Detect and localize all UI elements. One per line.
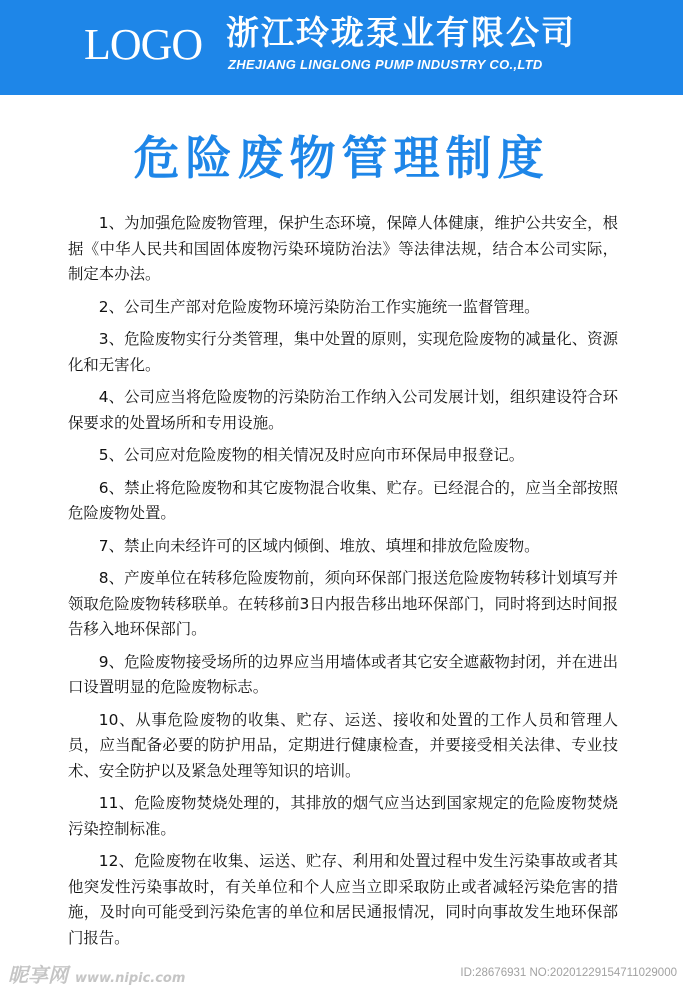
company-name-en: ZHEJIANG LINGLONG PUMP INDUSTRY CO.,LTD	[228, 57, 543, 72]
regulation-item-9: 9、危险废物接受场所的边界应当用墙体或者其它安全遮蔽物封闭，并在进出口设置明显的危险废物标志。	[68, 652, 618, 696]
regulation-item-5: 5、公司应对危险废物的相关情况及时应向市环保局申报登记。	[98, 446, 525, 464]
regulation-body	[68, 211, 618, 958]
regulation-item-1: 1、为加强危险废物管理，保护生态环境，保障人体健康，维护公共安全，根据《中华人民共和国固体废物污染环境防治法》等法律法规，结合本公司实际，制定本办法。	[68, 214, 618, 283]
regulation-item-7: 7、禁止向未经许可的区域内倾倒、堆放、填埋和排放危险废物。	[98, 536, 540, 555]
regulation-item-6: 6、禁止将危险废物和其它废物混合收集、贮存。已经混合的，应当全部按照危险废物处置。	[68, 478, 618, 522]
watermark-url: www.nipic.com	[74, 971, 186, 986]
header-banner	[0, 0, 683, 95]
logo: LOGO	[84, 20, 203, 69]
document-title: 危险废物管理制度	[133, 131, 550, 185]
regulation-item-8: 8、产废单位在转移危险废物前，须向环保部门报送危险废物转移计划填写并领取危险废物转移联单。在转移前3日内报告移出地环保部门，同时将到达时间报告移入地环保部门。	[68, 569, 618, 638]
company-name-cn: 浙江玲珑泵业有限公司	[226, 13, 576, 52]
regulation-item-4: 4、公司应当将危险废物的污染防治工作纳入公司发展计划，组织建设符合环保要求的处置场所和专用设施。	[68, 388, 618, 432]
regulation-item-12: 12、危险废物在收集、运送、贮存、利用和处置过程中发生污染事故或者其他突发性污染事故时，有关单位和个人应当立即采取防止或者减轻污染危害的措施，及时向可能受到污染危害的单位和居民通报情况，同时向事故发生地环保部门报告。	[68, 852, 618, 947]
regulation-item-2: 2、公司生产部对危险废物环境污染防治工作实施统一监督管理。	[98, 297, 540, 316]
watermark-site-name: 昵享网	[8, 963, 68, 987]
regulation-item-11: 11、危险废物焚烧处理的，其排放的烟气应当达到国家规定的危险废物焚烧污染控制标准。	[68, 794, 618, 838]
regulation-item-10: 10、从事危险废物的收集、贮存、运送、接收和处置的工作人员和管理人员，应当配备必要的防护用品，定期进行健康检查，并要接受相关法律、专业技术、安全防护以及紧急处理等知识的培训。	[68, 710, 618, 780]
watermark-site	[8, 962, 185, 992]
watermark-id: ID:28676931 NO:20201229154711029000	[460, 967, 677, 979]
regulation-item-3: 3、危险废物实行分类管理，集中处置的原则，实现危险废物的减量化、资源化和无害化。	[68, 330, 618, 374]
